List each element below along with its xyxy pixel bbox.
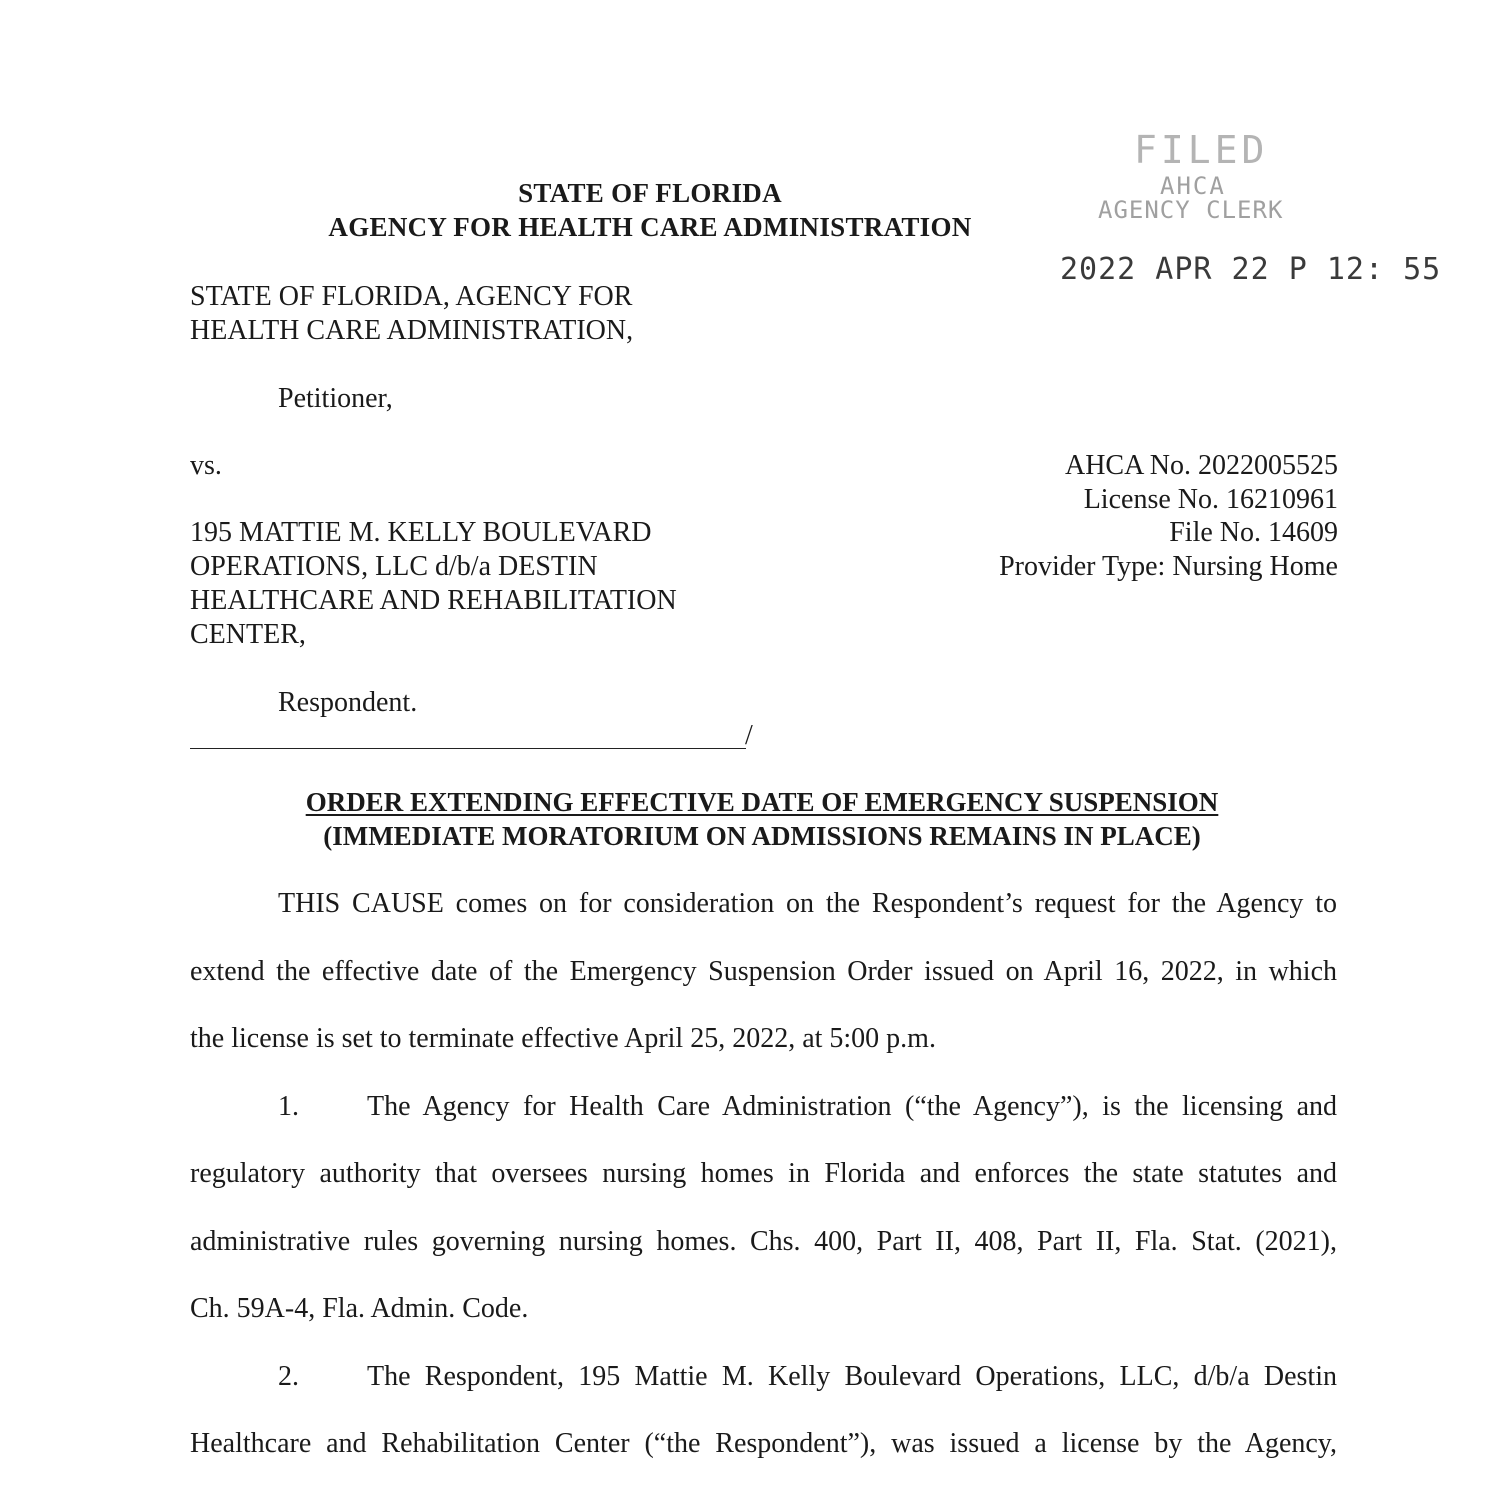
order-subtitle: (IMMEDIATE MORATORIUM ON ADMISSIONS REMAINS IN PLACE) (323, 821, 1201, 851)
caption-slash: / (745, 720, 753, 751)
stamp-clerk: AGENCY CLERK (1098, 196, 1284, 224)
license-number: License No. 16210961 (1083, 484, 1338, 515)
header-agency: AGENCY FOR HEALTH CARE ADMINISTRATION (328, 212, 972, 242)
paragraph-line: administrative rules governing nursing homes. Chs. 400, Part II, 408, Part II, Fla. Stat. (2021), (190, 1226, 1337, 1257)
paragraph-line: The Respondent, 195 Mattie M. Kelly Boulevard Operations, LLC, d/b/a Destin (367, 1361, 1337, 1392)
intro-line: extend the effective date of the Emergency Suspension Order issued on April 16, 2022, in which (190, 956, 1337, 987)
file-number: File No. 14609 (1169, 517, 1338, 548)
intro-line: the license is set to terminate effective April 25, 2022, at 5:00 p.m. (190, 1023, 936, 1054)
respondent-name-line: CENTER, (190, 619, 306, 650)
petitioner-name-line: STATE OF FLORIDA, AGENCY FOR (190, 281, 633, 312)
petitioner-label: Petitioner, (278, 383, 393, 414)
paragraph-line: regulatory authority that oversees nursing homes in Florida and enforces the state statutes and (190, 1158, 1337, 1189)
paragraph-number: 2. (278, 1361, 299, 1392)
provider-type: Provider Type: Nursing Home (999, 551, 1338, 582)
respondent-name-line: OPERATIONS, LLC d/b/a DESTIN (190, 551, 598, 582)
header-state: STATE OF FLORIDA (518, 178, 782, 208)
stamp-filed: FILED (1134, 128, 1269, 172)
respondent-name-line: HEALTHCARE AND REHABILITATION (190, 585, 677, 616)
intro-line: THIS CAUSE comes on for consideration on the Respondent’s request for the Agency to (278, 888, 1337, 919)
versus-label: vs. (190, 450, 222, 481)
caption-rule (190, 748, 746, 749)
respondent-name-line: 195 MATTIE M. KELLY BOULEVARD (190, 517, 652, 548)
stamp-agency: AHCA (1160, 172, 1226, 200)
order-title: ORDER EXTENDING EFFECTIVE DATE OF EMERGENCY SUSPENSION (305, 787, 1219, 817)
petitioner-name-line: HEALTH CARE ADMINISTRATION, (190, 315, 634, 346)
ahca-number: AHCA No. 2022005525 (1064, 450, 1338, 481)
paragraph-number: 1. (278, 1091, 299, 1122)
respondent-label: Respondent. (278, 687, 418, 718)
stamp-datetime: 2022 APR 22 P 12: 55 (1060, 252, 1442, 287)
paragraph-line: Healthcare and Rehabilitation Center (“the Respondent”), was issued a license by the Agency, (190, 1428, 1337, 1459)
paragraph-line: Ch. 59A-4, Fla. Admin. Code. (190, 1293, 529, 1324)
paragraph-line: The Agency for Health Care Administration (“the Agency”), is the licensing and (367, 1091, 1337, 1122)
